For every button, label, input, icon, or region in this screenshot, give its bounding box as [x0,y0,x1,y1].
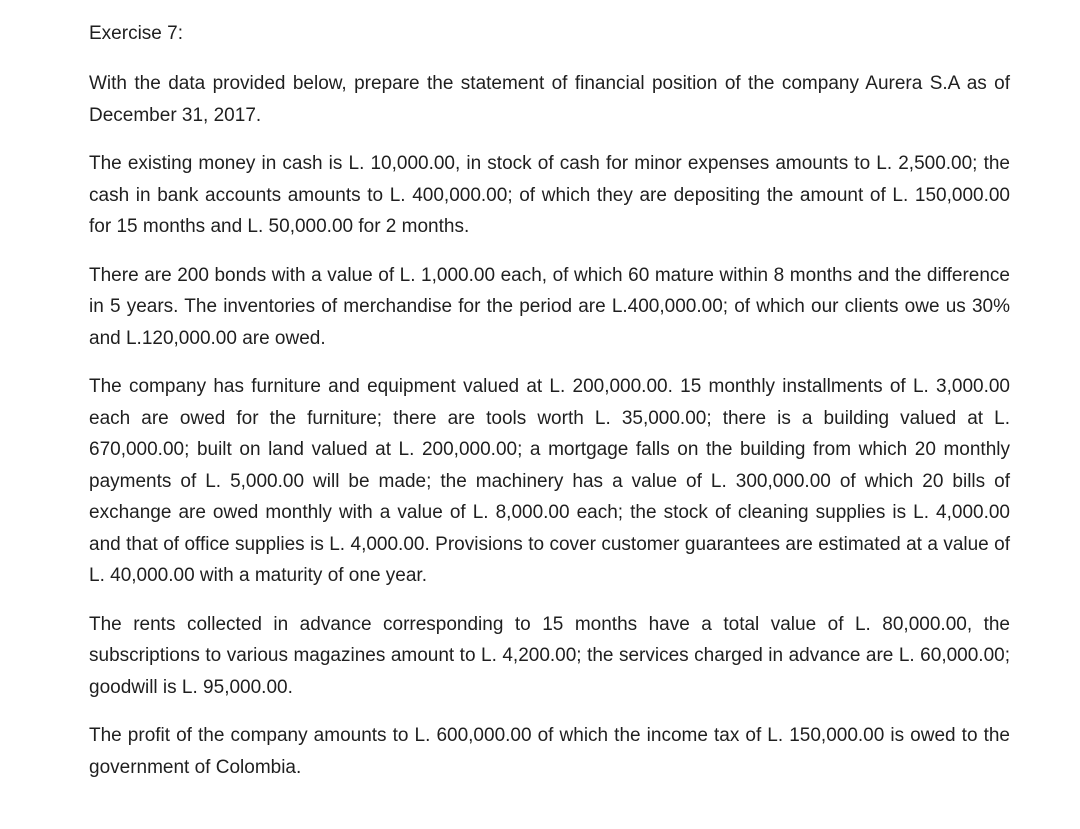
paragraph-advances-goodwill: The rents collected in advance corresponding to 15 months have a total value of L. 80,000.00, the subscriptions to various magazines amount to L. 4,200.00; the services charged in advance are L. 60,000.00; goodwill is L. 95,000.00. [89,613,1010,698]
paragraph-fixed-assets: The company has furniture and equipment valued at L. 200,000.00. 15 monthly installments of L. 3,000.00 each are owed for the furniture; there are tools worth L. 35,000.00; there is a building valued at L. 670,000.00; built on land valued at L. 200,000.00; a mortgage falls on the building from which 20 monthly payments of L. 5,000.00 will be made; the machinery has a value of L. 300,000.00 of which 20 bills of exchange are owed monthly with a value of L. 8,000.00 each; the stock of cleaning supplies is L. 4,000.00 and that of office supplies is L. 4,000.00. Provisions to cover customer guarantees are estimated at a value of L. 40,000.00 with a maturity of one year. [89,376,1010,586]
paragraph-bonds-inventory: There are 200 bonds with a value of L. 1,000.00 each, of which 60 mature within 8 months and the difference in 5 years. The inventories of merchandise for the period are L.400,000.00; of which our clients owe us 30% and L.120,000.00 are owed. [89,264,1010,349]
paragraph-cash: The existing money in cash is L. 10,000.00, in stock of cash for minor expenses amounts to L. 2,500.00; the cash in bank accounts amounts to L. 400,000.00; of which they are depositing the amount of L. 150,000.00 for 15 months and L. 50,000.00 for 2 months. [89,153,1010,237]
exercise-heading: Exercise 7: [89,23,183,44]
paragraph-profit-tax: The profit of the company amounts to L. 600,000.00 of which the income tax of L. 150,000.00 is owed to the government of Colombia. [89,725,1010,778]
paragraph-instructions: With the data provided below, prepare the statement of financial position of the company Aurera S.A as of December 31, 2017. [89,73,1010,126]
exercise-document [89,18,1010,800]
